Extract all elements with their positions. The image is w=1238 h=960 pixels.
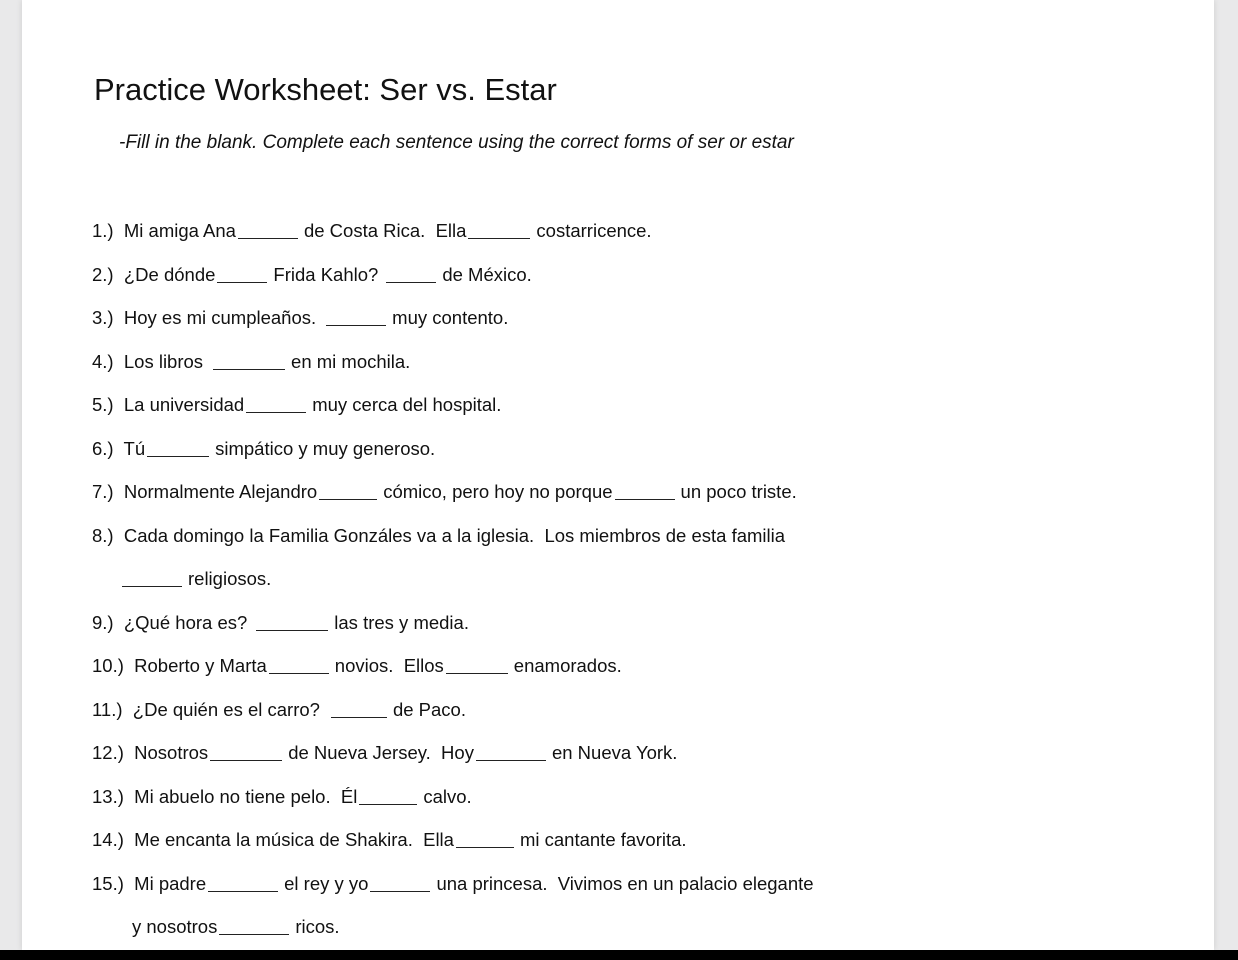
answer-blank[interactable] [468,220,530,239]
answer-blank[interactable] [331,699,387,718]
question-6 [92,436,435,462]
question-15-continued [132,914,340,940]
answer-blank[interactable] [456,829,514,848]
viewer-bottom-bar [0,950,1238,960]
question-10 [92,653,622,679]
question-text: de Costa Rica. Ella [303,220,467,241]
question-text: en Nueva York. [551,742,678,763]
question-14 [92,827,687,853]
question-text: 12.) Nosotros [92,742,209,763]
worksheet-instructions: -Fill in the blank. Complete each sentence using the correct forms of ser or estar [119,132,794,153]
question-text: y nosotros [132,916,218,937]
question-text: 1.) Mi amiga Ana [92,220,236,241]
question-text: cómico, pero hoy no porque [383,481,613,502]
question-text: novios. Ellos [334,655,444,676]
question-text: costarricence. [536,220,652,241]
question-text: el rey y yo [284,873,369,894]
question-text: ricos. [295,916,340,937]
question-text: calvo. [423,786,472,807]
question-text: simpático y muy generoso. [215,438,436,459]
question-text: 6.) Tú [92,438,146,459]
answer-blank[interactable] [208,873,278,892]
question-text: en mi mochila. [291,351,411,372]
question-text: de Paco. [392,699,466,720]
question-text: 9.) ¿Qué hora es? [92,612,248,633]
question-text: 15.) Mi padre [92,873,207,894]
question-5 [92,392,501,418]
question-text: un poco triste. [680,481,797,502]
answer-blank[interactable] [217,264,267,283]
answer-blank[interactable] [476,742,546,761]
question-13 [92,784,472,810]
question-9 [92,610,469,636]
question-text: 7.) Normalmente Alejandro [92,481,318,502]
answer-blank[interactable] [246,394,306,413]
question-7 [92,479,797,505]
question-text: 4.) Los libros [92,351,204,372]
question-12 [92,740,677,766]
answer-blank[interactable] [269,655,329,674]
question-text: 13.) Mi abuelo no tiene pelo. Él [92,786,358,807]
question-8 [92,523,785,549]
question-3 [92,305,508,331]
answer-blank[interactable] [219,916,289,935]
question-text: Frida Kahlo? [273,264,379,285]
worksheet-title: Practice Worksheet: Ser vs. Estar [94,72,557,107]
answer-blank[interactable] [386,264,436,283]
question-text: 14.) Me encanta la música de Shakira. Ella [92,829,454,850]
answer-blank[interactable] [122,568,182,587]
question-text: 2.) ¿De dónde [92,264,216,285]
question-1 [92,218,652,244]
question-11 [92,697,466,723]
question-text: enamorados. [513,655,622,676]
question-15 [92,871,814,897]
answer-blank[interactable] [370,873,430,892]
answer-blank[interactable] [256,612,328,631]
question-4 [92,349,410,375]
answer-blank[interactable] [319,481,377,500]
question-text: 3.) Hoy es mi cumpleaños. [92,307,317,328]
question-text: 8.) Cada domingo la Familia Gonzáles va a la iglesia. Los miembros de esta familia [92,525,786,546]
question-2 [92,262,532,288]
question-text: las tres y media. [334,612,469,633]
worksheet-page [22,0,1214,950]
answer-blank[interactable] [615,481,675,500]
question-text: 10.) Roberto y Marta [92,655,267,676]
question-text: religiosos. [188,568,272,589]
answer-blank[interactable] [326,307,386,326]
question-text: muy cerca del hospital. [312,394,502,415]
answer-blank[interactable] [213,351,285,370]
question-text: 11.) ¿De quién es el carro? [92,699,320,720]
answer-blank[interactable] [359,786,417,805]
question-text: 5.) La universidad [92,394,245,415]
question-text: de Nueva Jersey. Hoy [288,742,474,763]
question-text: muy contento. [392,307,509,328]
answer-blank[interactable] [210,742,282,761]
answer-blank[interactable] [446,655,508,674]
answer-blank[interactable] [238,220,298,239]
question-8-continued [122,566,271,592]
answer-blank[interactable] [147,438,209,457]
question-text: de México. [442,264,532,285]
question-text: mi cantante favorita. [519,829,687,850]
question-text: una princesa. Vivimos en un palacio elegante [436,873,814,894]
